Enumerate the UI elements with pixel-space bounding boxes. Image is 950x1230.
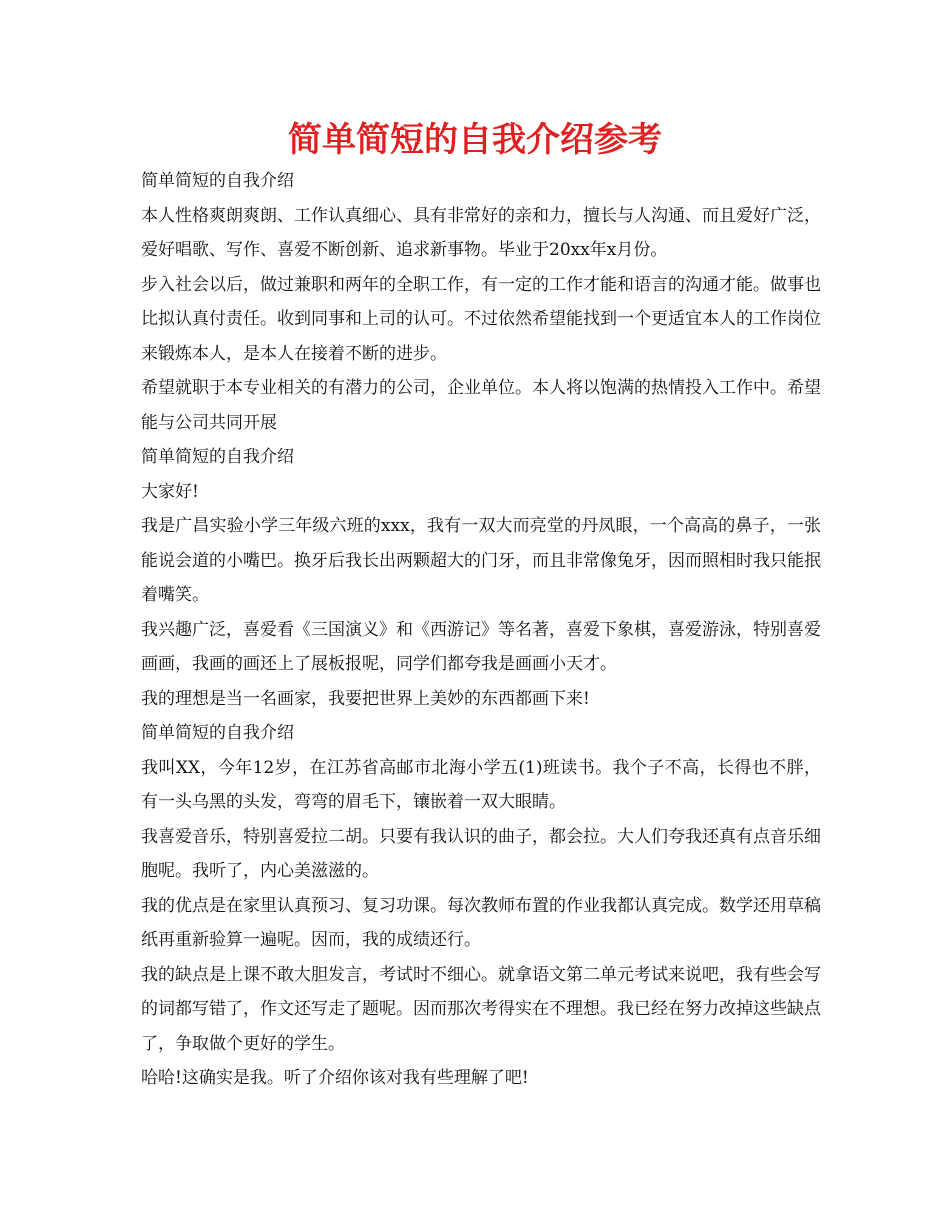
section-heading: 简单简短的自我介绍 [141,447,294,467]
paragraph: 我叫XX，今年12岁，在江苏省高邮市北海小学五(1)班读书。我个子不高，长得也不胖，有一头乌黑的头发，弯弯的眉毛下，镶嵌着一双大眼睛。 [141,757,821,812]
paragraph: 本人性格爽朗爽朗、工作认真细心、具有非常好的亲和力，擅长与人沟通、而且爱好广泛，爱好唱歌、写作、喜爱不断创新、追求新事物。毕业于20xx年x月份。 [141,205,821,260]
paragraph: 希望就职于本专业相关的有潜力的公司，企业单位。本人将以饱满的热情投入工作中。希望能与公司共同开展 [141,378,821,433]
section-heading: 简单简短的自我介绍 [141,171,294,191]
document-body [141,164,821,1096]
paragraph: 我兴趣广泛，喜爱看《三国演义》和《西游记》等名著，喜爱下象棋，喜爱游泳，特别喜爱画画，我画的画还上了展板报呢，同学们都夸我是画画小天才。 [141,619,821,674]
paragraph: 大家好! [141,481,199,502]
paragraph: 我是广昌实验小学三年级六班的xxx，我有一双大而亮堂的丹凤眼，一个高高的鼻子，一张能说会道的小嘴巴。换牙后我长出两颗超大的门牙，而且非常像兔牙，因而照相时我只能抿着嘴笑。 [141,516,821,605]
paragraph: 我喜爱音乐，特别喜爱拉二胡。只要有我认识的曲子，都会拉。大人们夸我还真有点音乐细胞呢。我听了，内心美滋滋的。 [141,826,821,881]
document-title: 简单简短的自我介绍参考 [288,120,662,160]
paragraph: 哈哈!这确实是我。听了介绍你该对我有些理解了吧! [141,1068,529,1088]
paragraph: 步入社会以后，做过兼职和两年的全职工作，有一定的工作才能和语言的沟通才能。做事也比拟认真付责任。收到同事和上司的认可。不过依然希望能找到一个更适宜本人的工作岗位来锻炼本人，是本人在接着不断的进步。 [141,274,821,364]
paragraph: 我的理想是当一名画家，我要把世界上美妙的东西都画下来! [141,688,590,709]
paragraph: 我的优点是在家里认真预习、复习功课。每次教师布置的作业我都认真完成。数学还用草稿纸再重新验算一遍呢。因而，我的成绩还行。 [141,895,821,950]
paragraph: 我的缺点是上课不敢大胆发言，考试时不细心。就拿语文第二单元考试来说吧，我有些会写的词都写错了，作文还写走了题呢。因而那次考得实在不理想。我已经在努力改掉这些缺点了，争取做个更好的学生。 [141,964,821,1054]
section-heading: 简单简短的自我介绍 [141,723,294,743]
